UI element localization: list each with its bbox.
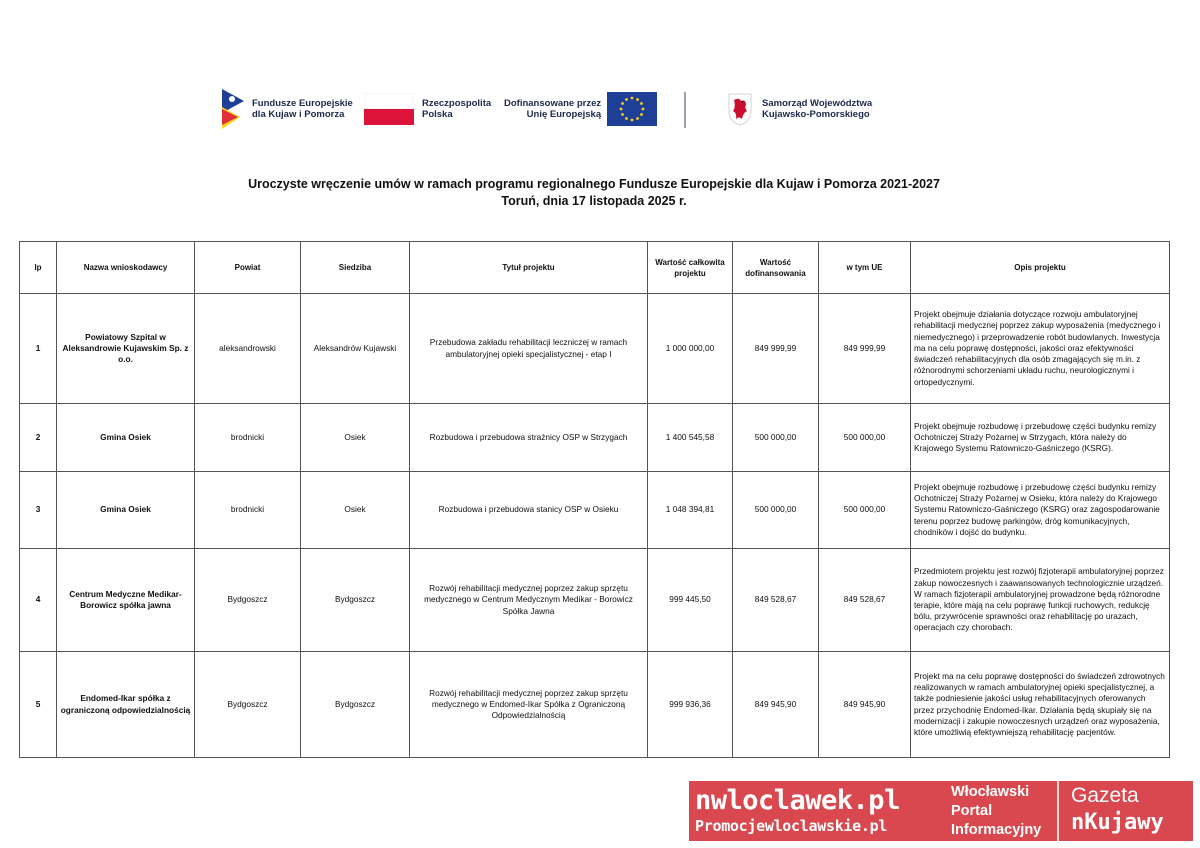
cell-cofinancing: 849 945,90 (733, 652, 819, 758)
cell-eu: 849 528,67 (819, 549, 911, 652)
header-total: Wartość całkowita projektu (648, 242, 733, 294)
samorzad-line-2: Kujawsko-Pomorskiego (762, 109, 870, 120)
grants-table (19, 241, 1170, 758)
header-description: Opis projektu (911, 242, 1170, 294)
cell-total: 1 048 394,81 (648, 472, 733, 549)
banner-gazeta (1059, 781, 1193, 841)
cell-total: 999 936,36 (648, 652, 733, 758)
header-eu: w tym UE (819, 242, 911, 294)
site-link-promocje[interactable]: Promocjewloclawskie.pl (695, 817, 888, 835)
portal-line-1: Włocławski (951, 784, 1030, 800)
table-row (20, 294, 1170, 404)
document-subtitle: Toruń, dnia 17 listopada 2025 r. (501, 194, 687, 208)
cell-title: Rozwój rehabilitacji medycznej poprzez zakup sprzętu medycznego w Endomed-Ikar Spółka z Ograniczoną Odpowiedzialnością (410, 652, 648, 758)
cell-description: Projekt ma na celu poprawę dostępności do świadczeń zdrowotnych realizowanych w ramach ambulatoryjnej opieki specjalistycznej, a także podniesienie jakości usług rehabilitacyjnych oferowanych przez przychodnię Endomed-Ikar. Działania będą skupiały się na modernizacji i zakupie nowoczesnych urządzeń oraz wyposażenia, które umożliwią efektywniejszą rehabilitację pacjentów. (911, 652, 1170, 758)
publisher-banner (689, 781, 1193, 841)
table-row (20, 652, 1170, 758)
cell-lp: 5 (20, 652, 57, 758)
cell-cofinancing: 500 000,00 (733, 404, 819, 472)
table-row (20, 472, 1170, 549)
eu-flag-icon (607, 92, 657, 126)
cell-eu: 500 000,00 (819, 404, 911, 472)
cell-cofinancing: 500 000,00 (733, 472, 819, 549)
fe-line-1: Fundusze Europejskie (252, 98, 353, 109)
banner-portal-label (945, 781, 1057, 841)
cell-county: brodnicki (195, 472, 301, 549)
portal-line-2: Portal (951, 803, 993, 819)
ue-line-2: Unię Europejską (526, 109, 602, 120)
header-applicant: Nazwa wnioskodawcy (57, 242, 195, 294)
cell-title: Przebudowa zakładu rehabilitacji leczniczej w ramach ambulatoryjnej opieki specjalistycznej - etap I (410, 294, 648, 404)
cell-description: Projekt obejmuje działania dotyczące rozwoju ambulatoryjnej rehabilitacji medycznej poprzez zakup wyposażenia (medycznego i niemedycznego) i przeprowadzenie robót budowlanych. Inwestycja ma na celu poprawę dostępności, jakości oraz efektywności świadczeń rehabilitacyjnych dla osób zmagających się m.in. z różnorodnymi schorzeniami układu ruchu, neurologicznymi i ortopedycznymi. (911, 294, 1170, 404)
cell-description: Projekt obejmuje rozbudowę i przebudowę części budynku remizy Ochotniczej Straży Pożarnej w Strzygach, która należy do Krajowego Systemu Ratowniczo-Gaśniczego (KSRG). (911, 404, 1170, 472)
polish-flag-icon (364, 93, 414, 125)
cell-total: 999 445,50 (648, 549, 733, 652)
gazeta-label: Gazeta (1071, 784, 1139, 807)
header-cofinancing: Wartość dofinansowania (733, 242, 819, 294)
logo-strip (220, 86, 880, 132)
cell-description: Przedmiotem projektu jest rozwój fizjoterapii ambulatoryjnej poprzez zakup nowoczesnych i zaawansowanych technologicznie urządzeń. W ramach fizjoterapii ambulatoryjnej prowadzone będą różnorodne terapie, które mają na celu poprawę funkcji ruchowych, redukcję bólu, przywrócenie sprawności oraz rehabilitację po urazach, operacjach czy chorobach. (911, 549, 1170, 652)
document-heading (0, 176, 1188, 210)
samorzad-wojewodztwa-logo (726, 86, 872, 132)
table-header-row (20, 242, 1170, 294)
header-seat: Siedziba (301, 242, 410, 294)
cell-title: Rozbudowa i przebudowa strażnicy OSP w Strzygach (410, 404, 648, 472)
cell-applicant: Centrum Medyczne Medikar-Borowicz spółka jawna (57, 549, 195, 652)
cell-lp: 3 (20, 472, 57, 549)
banner-sites (689, 781, 945, 841)
portal-line-3: Informacyjny (951, 822, 1042, 838)
samorzad-line-1: Samorząd Województwa (762, 98, 873, 109)
rp-line-1: Rzeczpospolita (422, 98, 492, 109)
cell-applicant: Endomed-Ikar spółka z ograniczoną odpowiedzialnością (57, 652, 195, 758)
fe-line-2: dla Kujaw i Pomorza (252, 109, 345, 120)
cell-county: Bydgoszcz (195, 652, 301, 758)
cell-eu: 500 000,00 (819, 472, 911, 549)
rzeczpospolita-polska-logo (364, 86, 491, 132)
header-county: Powiat (195, 242, 301, 294)
cell-applicant: Gmina Osiek (57, 404, 195, 472)
cell-title: Rozwój rehabilitacji medycznej poprzez zakup sprzętu medycznego w Centrum Medycznym Medikar - Borowicz Spółka Jawna (410, 549, 648, 652)
header-title: Tytuł projektu (410, 242, 648, 294)
cell-description: Projekt obejmuje rozbudowę i przebudowę części budynku remizy Ochotniczej Straży Pożarnej w Osieku, która należy do Krajowego Systemu Ratowniczo-Gaśniczego (KSRG) oraz zagospodarowanie terenu poprzez budowę parkingów, dróg komunikacyjnych, chodników i dojść do budynku. (911, 472, 1170, 549)
cell-applicant: Gmina Osiek (57, 472, 195, 549)
cell-eu: 849 945,90 (819, 652, 911, 758)
cell-county: Bydgoszcz (195, 549, 301, 652)
cell-cofinancing: 849 528,67 (733, 549, 819, 652)
cell-county: aleksandrowski (195, 294, 301, 404)
cell-lp: 2 (20, 404, 57, 472)
header-lp: lp (20, 242, 57, 294)
cell-seat: Bydgoszcz (301, 652, 410, 758)
cell-total: 1 400 545,58 (648, 404, 733, 472)
nkujawy-label: nKujawy (1071, 810, 1164, 835)
griffin-crest-icon (726, 91, 754, 127)
cell-cofinancing: 849 999,99 (733, 294, 819, 404)
logo-divider (684, 92, 686, 128)
cell-seat: Osiek (301, 404, 410, 472)
cell-title: Rozbudowa i przebudowa stanicy OSP w Osieku (410, 472, 648, 549)
cell-seat: Osiek (301, 472, 410, 549)
cell-applicant: Powiatowy Szpital w Aleksandrowie Kujawskim Sp. z o.o. (57, 294, 195, 404)
cell-total: 1 000 000,00 (648, 294, 733, 404)
cell-lp: 4 (20, 549, 57, 652)
cell-seat: Bydgoszcz (301, 549, 410, 652)
rp-line-2: Polska (422, 109, 453, 120)
site-link-nwloclawek[interactable]: nwloclawek.pl (695, 785, 900, 816)
cell-county: brodnicki (195, 404, 301, 472)
fe-emblem-icon (220, 87, 246, 131)
table-row (20, 404, 1170, 472)
cell-eu: 849 999,99 (819, 294, 911, 404)
cell-seat: Aleksandrów Kujawski (301, 294, 410, 404)
document-title: Uroczyste wręczenie umów w ramach programu regionalnego Fundusze Europejskie dla Kujaw i Pomorza 2021-2027 (248, 177, 940, 191)
ue-line-1: Dofinansowane przez (504, 98, 602, 109)
table-row (20, 549, 1170, 652)
fundusze-europejskie-logo (220, 86, 353, 132)
cell-lp: 1 (20, 294, 57, 404)
unia-europejska-logo (504, 86, 657, 132)
